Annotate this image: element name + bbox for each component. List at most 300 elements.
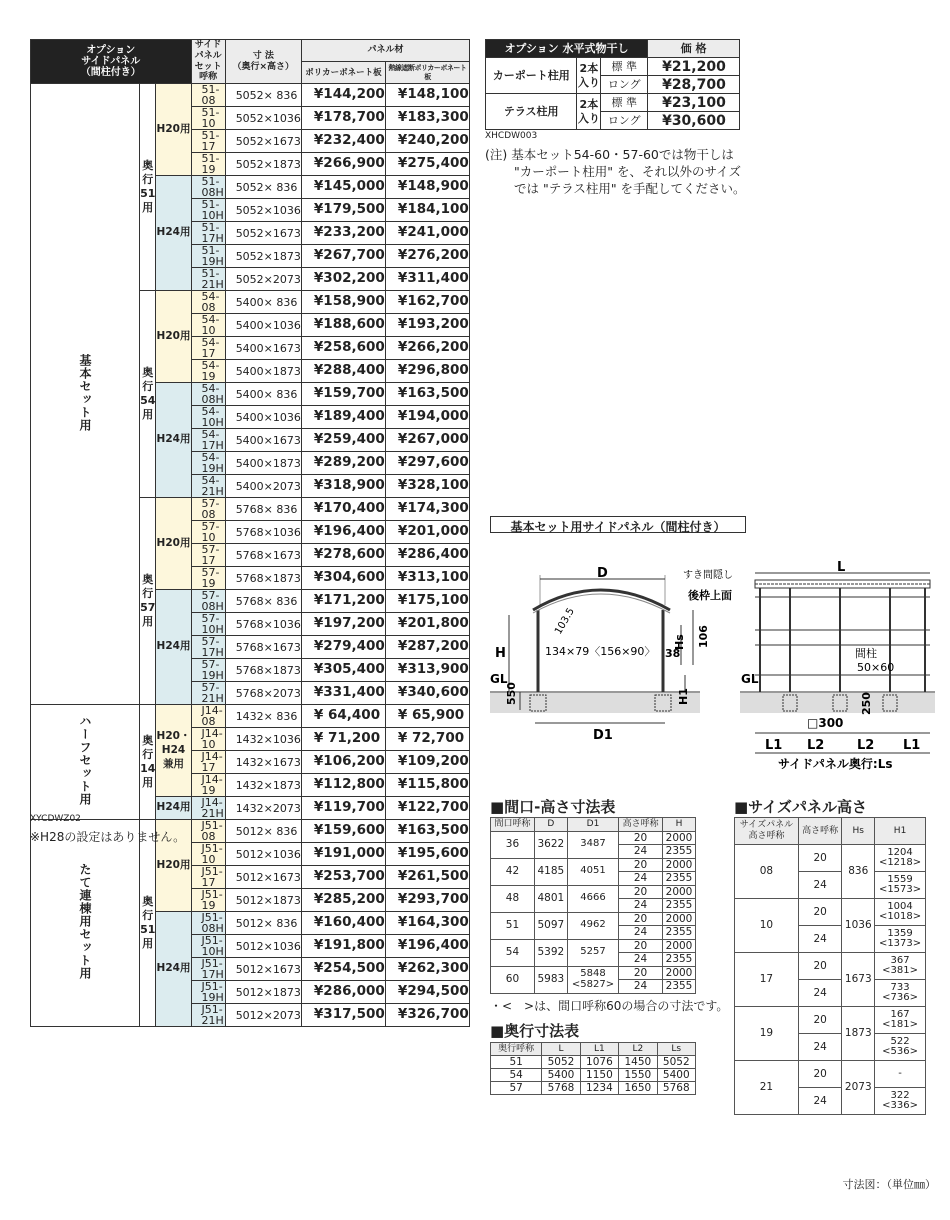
size: 5400×1673 [225, 429, 301, 452]
size: 5052×1673 [225, 130, 301, 153]
price-poly: ¥304,600 [301, 567, 385, 590]
size: 5400×1036 [225, 406, 301, 429]
opt-note: (注) 基本セット54-60・57-60では物干しは "カーポート柱用" を、それ以外のサイズ では "テラス柱用" を手配してください。 [485, 147, 746, 196]
t1-row [491, 912, 696, 926]
size: 5012×1873 [225, 889, 301, 912]
price-heat: ¥266,200 [385, 337, 469, 360]
price-poly: ¥278,600 [301, 544, 385, 567]
label-L: L [837, 560, 846, 575]
price-poly: ¥170,400 [301, 498, 385, 521]
price-heat: ¥240,200 [385, 130, 469, 153]
t3-row [735, 953, 926, 980]
price-poly: ¥112,800 [301, 774, 385, 797]
price-heat: ¥276,200 [385, 245, 469, 268]
price-heat: ¥115,800 [385, 774, 469, 797]
size: 5012×1036 [225, 935, 301, 958]
panel-height-table [734, 817, 926, 1115]
height-label: H20・ H24 兼用 [156, 705, 191, 797]
t1-header: H [663, 818, 696, 832]
price-heat: ¥ 72,700 [385, 728, 469, 751]
group-label [31, 705, 140, 820]
t1-H: 2000 [663, 939, 696, 953]
price-poly: ¥159,600 [301, 820, 385, 843]
set-code: 54-17H [191, 429, 225, 452]
group-label-text: たて連棟用セット用 [78, 863, 92, 981]
t1-h: 24 [619, 845, 663, 859]
price-poly: ¥289,200 [301, 452, 385, 475]
t1-h: 20 [619, 885, 663, 899]
t3-header: 高さ呼称 [798, 818, 842, 845]
price-poly: ¥159,700 [301, 383, 385, 406]
t2-cell: 1234 [580, 1082, 618, 1095]
price-poly: ¥191,000 [301, 843, 385, 866]
set-code: 57-10 [191, 521, 225, 544]
size: 5012×1673 [225, 958, 301, 981]
label-H: H [495, 646, 506, 661]
set-code: J51-10H [191, 935, 225, 958]
size: 5012× 836 [225, 912, 301, 935]
label-550: 550 [505, 682, 518, 705]
t1-row [491, 858, 696, 872]
set-code: J14-17 [191, 751, 225, 774]
opt-price: ¥28,700 [648, 76, 740, 94]
size: 5768×1036 [225, 613, 301, 636]
size: 5400× 836 [225, 291, 301, 314]
price-poly: ¥286,000 [301, 981, 385, 1004]
price-poly: ¥145,000 [301, 176, 385, 199]
price-poly: ¥259,400 [301, 429, 385, 452]
t3-H1: 733 <736> [875, 980, 926, 1007]
price-row [31, 705, 470, 728]
t1-H: 2000 [663, 966, 696, 980]
t1-h: 24 [619, 953, 663, 967]
price-heat: ¥122,700 [385, 797, 469, 820]
price-heat: ¥162,700 [385, 291, 469, 314]
set-code: 51-10 [191, 107, 225, 130]
label-mabashira: 間柱 [855, 647, 877, 660]
size: 5052×1873 [225, 245, 301, 268]
price-poly: ¥179,500 [301, 199, 385, 222]
set-code: 54-08 [191, 291, 225, 314]
t3-header: H1 [875, 818, 926, 845]
label-L2a: L2 [807, 738, 825, 753]
size: 5012× 836 [225, 820, 301, 843]
opt-type: ロング [601, 112, 648, 130]
t1-D: 3622 [534, 831, 567, 858]
t1-h: 24 [619, 899, 663, 913]
t1-H: 2355 [663, 953, 696, 967]
price-poly: ¥ 64,400 [301, 705, 385, 728]
price-poly: ¥171,200 [301, 590, 385, 613]
t1-H: 2000 [663, 858, 696, 872]
size: 5012×1673 [225, 866, 301, 889]
set-code: 54-08H [191, 383, 225, 406]
size: 5052× 836 [225, 84, 301, 107]
height-label: H24用 [156, 590, 191, 705]
set-code: J51-19 [191, 889, 225, 912]
set-code: J14-21H [191, 797, 225, 820]
size: 5768× 836 [225, 590, 301, 613]
label-L1b: L1 [903, 738, 921, 753]
set-code: 57-17H [191, 636, 225, 659]
t1-name: 54 [491, 939, 535, 966]
t3-H1: 1204 <1218> [875, 845, 926, 872]
t1-D: 5392 [534, 939, 567, 966]
label-post: 134×79〈156×90〉 [545, 645, 656, 658]
size: 1432×1873 [225, 774, 301, 797]
header-option: オプション サイドパネル （間柱付き） [31, 40, 192, 84]
t3-h: 20 [798, 845, 842, 872]
label-Ls: サイドパネル奥行:Ls [778, 757, 893, 771]
t2-header: 奥行呼称 [491, 1043, 542, 1056]
price-heat: ¥175,100 [385, 590, 469, 613]
set-code: 51-08 [191, 84, 225, 107]
set-code: 51-19 [191, 153, 225, 176]
set-code: 51-08H [191, 176, 225, 199]
label-38: 38 [665, 647, 681, 660]
t3-name: 17 [735, 953, 799, 1007]
depth-label: 奥行 54用 [140, 291, 156, 498]
header-poly: ポリカーボネート板 [301, 62, 385, 84]
size: 1432×1673 [225, 751, 301, 774]
price-heat: ¥163,500 [385, 383, 469, 406]
t1-row [491, 966, 696, 980]
t3-H1: - [875, 1061, 926, 1088]
t2-header: L1 [580, 1043, 618, 1056]
price-heat: ¥241,000 [385, 222, 469, 245]
price-poly: ¥160,400 [301, 912, 385, 935]
main-note: ※H28の設定はありません。 [30, 830, 186, 844]
t1-D1: 3487 [567, 831, 618, 858]
t3-Hs: 2073 [842, 1061, 875, 1115]
height-label: H24用 [156, 383, 191, 498]
price-poly: ¥288,400 [301, 360, 385, 383]
set-code: J51-08 [191, 820, 225, 843]
label-sq300: □300 [807, 716, 844, 730]
label-H1: H1 [677, 688, 690, 705]
opt-name: テラス柱用 [486, 94, 577, 130]
t1-note: ・< >は、間口呼称60の場合の寸法です。 [490, 999, 729, 1013]
t2-header-row [491, 1043, 696, 1056]
price-heat: ¥296,800 [385, 360, 469, 383]
t3-row [735, 899, 926, 926]
price-poly: ¥305,400 [301, 659, 385, 682]
depth-label: 奥行 51用 [140, 84, 156, 291]
header-size: 寸 法 （奥行×高さ） [225, 40, 301, 84]
set-code: J14-08 [191, 705, 225, 728]
price-poly: ¥196,400 [301, 521, 385, 544]
set-code: 51-17H [191, 222, 225, 245]
t1-header: D [534, 818, 567, 832]
size: 5400×1873 [225, 360, 301, 383]
height-label: H24用 [156, 797, 191, 820]
t3-name: 10 [735, 899, 799, 953]
t2-cell: 1076 [580, 1056, 618, 1069]
price-heat: ¥ 65,900 [385, 705, 469, 728]
price-poly: ¥253,700 [301, 866, 385, 889]
set-code: 57-21H [191, 682, 225, 705]
t1-h: 20 [619, 939, 663, 953]
set-code: 57-08H [191, 590, 225, 613]
price-poly: ¥197,200 [301, 613, 385, 636]
height-label: H20用 [156, 84, 191, 176]
t2-header: L2 [619, 1043, 657, 1056]
t1-header: 間口呼称 [491, 818, 535, 832]
set-code: J14-19 [191, 774, 225, 797]
unit-note: 寸法図：（単位㎜） [842, 1178, 936, 1191]
diagram-title: 基本セット用サイドパネル（間柱付き） [490, 516, 746, 533]
price-heat: ¥293,700 [385, 889, 469, 912]
opt-header-price: 価 格 [648, 40, 740, 58]
set-code: J14-10 [191, 728, 225, 751]
t3-h: 20 [798, 899, 842, 926]
t1-h: 20 [619, 858, 663, 872]
t1-H: 2355 [663, 926, 696, 940]
price-heat: ¥196,400 [385, 935, 469, 958]
t1-row [491, 831, 696, 845]
set-code: J51-21H [191, 1004, 225, 1027]
price-heat: ¥194,000 [385, 406, 469, 429]
size: 5768×1673 [225, 544, 301, 567]
depth-label: 奥行 57用 [140, 498, 156, 705]
price-poly: ¥232,400 [301, 130, 385, 153]
size: 5768×1873 [225, 567, 301, 590]
size: 5400×1673 [225, 337, 301, 360]
t3-row [735, 1007, 926, 1034]
price-table [30, 39, 470, 1027]
group-label-text: ハーフセット用 [78, 715, 92, 807]
t3-h: 24 [798, 872, 842, 899]
size: 5400×2073 [225, 475, 301, 498]
t2-cell: 5400 [657, 1069, 695, 1082]
t2-cell: 54 [491, 1069, 542, 1082]
t1-row [491, 939, 696, 953]
price-heat: ¥193,200 [385, 314, 469, 337]
opt-qty: 2本 入り [577, 94, 601, 130]
size: 5012×2073 [225, 1004, 301, 1027]
t1-H: 2355 [663, 872, 696, 886]
depth-label: 奥行 51用 [140, 820, 156, 1027]
label-L1a: L1 [765, 738, 783, 753]
t2-row [491, 1056, 696, 1069]
t2-cell: 5052 [542, 1056, 580, 1069]
set-code: 54-17 [191, 337, 225, 360]
set-code: 54-19 [191, 360, 225, 383]
t3-row [735, 845, 926, 872]
opt-type: 標 準 [601, 58, 648, 76]
t3-row [735, 1061, 926, 1088]
t2-header: Ls [657, 1043, 695, 1056]
group-label [31, 84, 140, 705]
price-poly: ¥191,800 [301, 935, 385, 958]
set-code: J51-17 [191, 866, 225, 889]
opt-foot-code: XHCDW003 [485, 131, 538, 141]
t1-H: 2000 [663, 831, 696, 845]
price-heat: ¥148,100 [385, 84, 469, 107]
t2-header: L [542, 1043, 580, 1056]
label-back: 後枠上面 [688, 589, 732, 602]
price-heat: ¥174,300 [385, 498, 469, 521]
height-label: H20用 [156, 291, 191, 383]
set-code: 57-19 [191, 567, 225, 590]
price-poly: ¥331,400 [301, 682, 385, 705]
price-heat: ¥313,900 [385, 659, 469, 682]
set-code: 51-21H [191, 268, 225, 291]
price-heat: ¥109,200 [385, 751, 469, 774]
t3-name: 21 [735, 1061, 799, 1115]
price-heat: ¥275,400 [385, 153, 469, 176]
label-D1: D1 [593, 728, 613, 743]
price-heat: ¥286,400 [385, 544, 469, 567]
set-code: 54-21H [191, 475, 225, 498]
t2-title: ■奥行寸法表 [490, 1022, 580, 1040]
price-poly: ¥ 71,200 [301, 728, 385, 751]
t3-H1: 367 <381> [875, 953, 926, 980]
label-250: 250 [860, 692, 873, 715]
set-code: 57-17 [191, 544, 225, 567]
t1-h: 20 [619, 912, 663, 926]
price-heat: ¥201,800 [385, 613, 469, 636]
t1-h: 24 [619, 980, 663, 994]
price-heat: ¥261,500 [385, 866, 469, 889]
t1-h: 20 [619, 831, 663, 845]
t1-H: 2355 [663, 980, 696, 994]
price-poly: ¥178,700 [301, 107, 385, 130]
set-code: 51-17 [191, 130, 225, 153]
t1-h: 24 [619, 872, 663, 886]
size: 5400×1036 [225, 314, 301, 337]
size: 5052×1036 [225, 107, 301, 130]
size: 5768×1873 [225, 659, 301, 682]
t2-row [491, 1082, 696, 1095]
set-code: 51-10H [191, 199, 225, 222]
t1-H: 2355 [663, 845, 696, 859]
size: 1432× 836 [225, 705, 301, 728]
opt-qty: 2本 入り [577, 58, 601, 94]
height-label: H20用 [156, 498, 191, 590]
size: 1432×1036 [225, 728, 301, 751]
size: 5012×1873 [225, 981, 301, 1004]
size: 5768×1673 [225, 636, 301, 659]
price-heat: ¥183,300 [385, 107, 469, 130]
size: 5012×1036 [225, 843, 301, 866]
dimension-diagram [485, 555, 945, 785]
opt-price: ¥30,600 [648, 112, 740, 130]
price-heat: ¥297,600 [385, 452, 469, 475]
opt-header-option: オプション 水平式物干し [486, 40, 648, 58]
opening-height-table [490, 817, 696, 994]
price-poly: ¥189,400 [301, 406, 385, 429]
t1-H: 2000 [663, 912, 696, 926]
price-heat: ¥328,100 [385, 475, 469, 498]
set-code: 57-08 [191, 498, 225, 521]
t2-row [491, 1069, 696, 1082]
set-code: 57-19H [191, 659, 225, 682]
label-GL: GL [490, 672, 508, 686]
t3-header: Hs [842, 818, 875, 845]
price-poly: ¥258,600 [301, 337, 385, 360]
t1-title: ■間口-高さ寸法表 [490, 798, 616, 816]
opt-price: ¥23,100 [648, 94, 740, 112]
price-poly: ¥106,200 [301, 751, 385, 774]
height-label: H24用 [156, 912, 191, 1027]
price-poly: ¥279,400 [301, 636, 385, 659]
t3-H1: 522 <536> [875, 1034, 926, 1061]
price-heat: ¥201,000 [385, 521, 469, 544]
price-heat: ¥313,100 [385, 567, 469, 590]
t1-H: 2000 [663, 885, 696, 899]
label-Hs: Hs [673, 634, 686, 650]
t3-H1: 1359 <1373> [875, 926, 926, 953]
t1-D: 5097 [534, 912, 567, 939]
t1-name: 51 [491, 912, 535, 939]
price-heat: ¥267,000 [385, 429, 469, 452]
t1-D1: 4051 [567, 858, 618, 885]
set-code: J51-10 [191, 843, 225, 866]
depth-label: 奥行 14用 [140, 705, 156, 820]
t3-Hs: 1036 [842, 899, 875, 953]
price-poly: ¥285,200 [301, 889, 385, 912]
price-poly: ¥233,200 [301, 222, 385, 245]
price-poly: ¥317,500 [301, 1004, 385, 1027]
header-heat: 熱線遮断ポリカーボネート板 [385, 62, 469, 84]
t3-name: 19 [735, 1007, 799, 1061]
label-GL2: GL [741, 672, 759, 686]
group-label-text: 基本セット用 [78, 353, 92, 432]
price-heat: ¥311,400 [385, 268, 469, 291]
t1-D1: 5257 [567, 939, 618, 966]
price-poly: ¥254,500 [301, 958, 385, 981]
set-code: J51-17H [191, 958, 225, 981]
t3-h: 24 [798, 980, 842, 1007]
set-code: J51-19H [191, 981, 225, 1004]
t2-cell: 5768 [657, 1082, 695, 1095]
set-code: 54-10 [191, 314, 225, 337]
t1-header: D1 [567, 818, 618, 832]
price-heat: ¥287,200 [385, 636, 469, 659]
t3-h: 24 [798, 1034, 842, 1061]
t3-h: 20 [798, 1007, 842, 1034]
price-heat: ¥326,700 [385, 1004, 469, 1027]
set-code: 54-19H [191, 452, 225, 475]
t3-h: 20 [798, 953, 842, 980]
t2-cell: 5400 [542, 1069, 580, 1082]
t1-D: 5983 [534, 966, 567, 993]
t3-header-row [735, 818, 926, 845]
t3-h: 20 [798, 1061, 842, 1088]
t1-name: 42 [491, 858, 535, 885]
price-heat: ¥195,600 [385, 843, 469, 866]
t3-h: 24 [798, 926, 842, 953]
t1-D: 4185 [534, 858, 567, 885]
t3-Hs: 1873 [842, 1007, 875, 1061]
t3-title: ■サイズパネル高さ [734, 798, 867, 816]
size: 1432×2073 [225, 797, 301, 820]
opt-type: ロング [601, 76, 648, 94]
t2-cell: 51 [491, 1056, 542, 1069]
t1-D1: 5848 <5827> [567, 966, 618, 993]
price-heat: ¥340,600 [385, 682, 469, 705]
set-code: J51-08H [191, 912, 225, 935]
header-set: サイドパネル セット呼称 [191, 40, 225, 84]
price-heat: ¥184,100 [385, 199, 469, 222]
t2-cell: 57 [491, 1082, 542, 1095]
price-poly: ¥318,900 [301, 475, 385, 498]
t3-H1: 167 <181> [875, 1007, 926, 1034]
size: 5052×2073 [225, 268, 301, 291]
label-D: D [597, 566, 608, 581]
price-poly: ¥188,600 [301, 314, 385, 337]
